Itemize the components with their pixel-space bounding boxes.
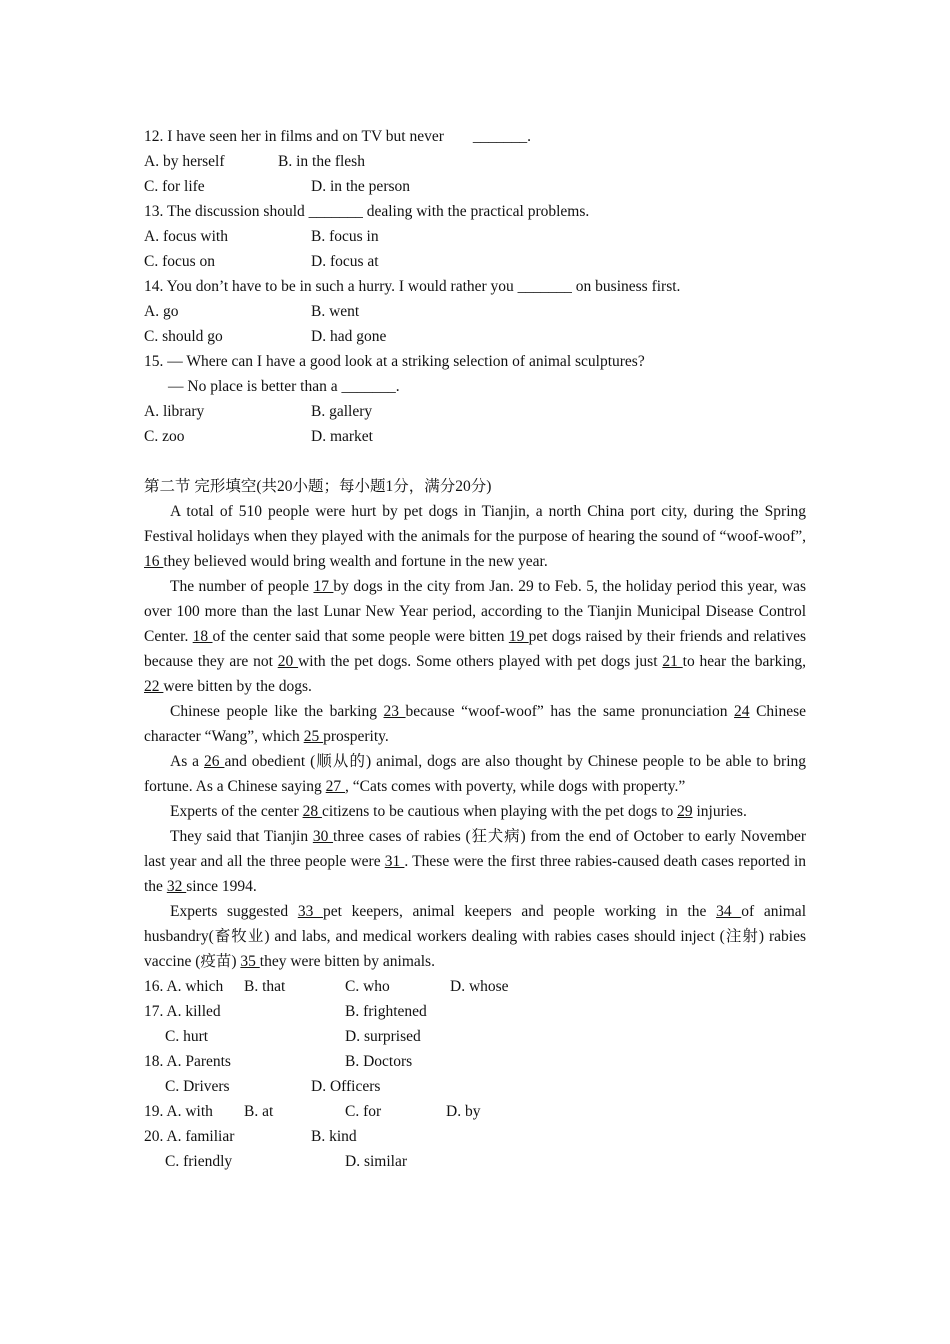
option-d: D. had gone: [311, 328, 387, 345]
passage-text: pet keepers, animal keepers and people working in the: [323, 903, 717, 920]
option-b: B. Doctors: [345, 1053, 413, 1070]
passage-text: of the center said that some people were bitten: [212, 628, 509, 645]
blank-23: 23: [383, 703, 406, 720]
option-d: D. Officers: [311, 1078, 381, 1095]
option-c: C. should go: [144, 328, 223, 345]
question-19-options: [144, 1099, 806, 1124]
passage-text: , “Cats comes with poverty, while dogs with property.”: [345, 778, 686, 795]
blank-18: 18: [192, 628, 213, 645]
passage-text: citizens to be cautious when playing with the pet dogs to: [321, 803, 678, 820]
blank-17: 17: [313, 578, 334, 595]
option-b: B. that: [244, 978, 286, 995]
option-c: C. friendly: [165, 1153, 233, 1170]
question-12-options-ab: [144, 149, 806, 174]
passage-text: they were bitten by animals.: [259, 953, 435, 970]
question-17-options-ab: [144, 999, 806, 1024]
blank-27: 27: [325, 778, 346, 795]
passage-paragraph-2: [144, 574, 806, 699]
section-title: 第二节 完形填空(共20小题；每小题1分，满分20分): [144, 478, 492, 495]
passage-text: They said that Tianjin: [170, 828, 313, 845]
question-15-reply: [144, 374, 806, 399]
passage-text: by dogs in the city from Jan. 29 to Feb. 5, the holiday period this year, was over 100 more than the last Lunar New Year period, according to the Tianjin Municipal Disease Control Center.: [144, 578, 806, 645]
question-15-options-ab: [144, 399, 806, 424]
question-stem: 14. You don’t have to be in such a hurry. I would rather you _______ on business first.: [144, 278, 681, 295]
option-d: D. surprised: [345, 1028, 421, 1045]
blank-28: 28: [302, 803, 322, 820]
passage-text: three cases of rabies (狂犬病) from the end of October to early November last year and all the three people were: [144, 828, 807, 870]
passage-text: with the pet dogs. Some others played with pet dogs just: [298, 653, 663, 670]
question-18-options-cd: [144, 1074, 806, 1099]
question-stem: 15. — Where can I have a good look at a striking selection of animal sculptures?: [144, 353, 645, 370]
question-15-stem: [144, 349, 806, 374]
option-a: 16. A. which: [144, 978, 224, 995]
option-d: D. market: [311, 428, 373, 445]
passage-paragraph-5: [144, 799, 806, 824]
passage-text: prosperity.: [323, 728, 389, 745]
option-c: C. Drivers: [165, 1078, 230, 1095]
blank-24: 24: [734, 703, 750, 720]
passage-paragraph-4: [144, 749, 806, 799]
option-d: D. in the person: [311, 178, 411, 195]
option-b: B. gallery: [311, 403, 373, 420]
passage-text: they believed would bring wealth and fortune in the new year.: [163, 553, 548, 570]
blank-16: 16: [144, 553, 164, 570]
question-14-stem: [144, 274, 806, 299]
passage-paragraph-1: [144, 499, 806, 574]
option-a: A. focus with: [144, 228, 228, 245]
blank-34: 34: [716, 903, 742, 920]
option-c: C. zoo: [144, 428, 185, 445]
blank-21: 21: [662, 653, 683, 670]
blank-22: 22: [144, 678, 164, 695]
option-b: B. focus in: [311, 228, 379, 245]
passage-text: pet dogs raised by their friends and relatives because they are not: [144, 628, 806, 670]
passage-text: of animal husbandry(畜牧业) and labs, and medical workers dealing with rabies cases should inject (注射) rabies vaccine (疫苗): [144, 903, 806, 970]
option-a: 19. A. with: [144, 1103, 213, 1120]
passage-paragraph-7: [144, 899, 806, 974]
option-b: B. went: [311, 303, 360, 320]
blank-20: 20: [277, 653, 299, 670]
option-b: B. in the flesh: [278, 153, 365, 170]
blank-25: 25: [303, 728, 324, 745]
option-c: C. for: [345, 1103, 382, 1120]
blank-35: 35: [240, 953, 260, 970]
option-d: D. focus at: [311, 253, 379, 270]
passage-text: and obedient (顺从的) animal, dogs are also thought by Chinese people to be able to bring fortune. As a Chinese saying: [144, 753, 807, 795]
passage-paragraph-3: [144, 699, 806, 749]
option-b: B. at: [244, 1103, 274, 1120]
option-a: A. by herself: [144, 153, 225, 170]
passage-text: Experts suggested: [170, 903, 298, 920]
blank-31: 31: [384, 853, 405, 870]
option-a: A. library: [144, 403, 205, 420]
blank-29: 29: [677, 803, 693, 820]
option-a: A. go: [144, 303, 179, 320]
blank-30: 30: [312, 828, 334, 845]
passage-text: Chinese character “Wang”, which: [144, 703, 807, 745]
passage-text: because “woof-woof” has the same pronunciation: [405, 703, 735, 720]
option-b: B. kind: [311, 1128, 357, 1145]
passage-text: Experts of the center: [170, 803, 303, 820]
answer-blank: _______.: [472, 128, 532, 145]
blank-19: 19: [508, 628, 529, 645]
passage-text: to hear the barking,: [682, 653, 807, 670]
option-a: 20. A. familiar: [144, 1128, 235, 1145]
question-15-options-cd: [144, 424, 806, 449]
option-d: D. whose: [450, 978, 509, 995]
exam-page: [144, 124, 806, 1174]
passage-text: A total of 510 people were hurt by pet dogs in Tianjin, a north China port city, during the Spring Festival holidays when they played with the animals for the purpose of hearing the sound of “woof-woof”,: [144, 503, 806, 545]
question-13-options-ab: [144, 224, 806, 249]
option-c: C. hurt: [165, 1028, 209, 1045]
question-20-options-ab: [144, 1124, 806, 1149]
passage-text: were bitten by the dogs.: [163, 678, 312, 695]
blank-32: 32: [166, 878, 187, 895]
option-d: D. by: [446, 1103, 481, 1120]
option-c: C. focus on: [144, 253, 216, 270]
question-14-options-ab: [144, 299, 806, 324]
dialogue-reply: — No place is better than a _______.: [168, 378, 400, 395]
question-18-options-ab: [144, 1049, 806, 1074]
question-12-stem: [144, 124, 806, 149]
question-12-options-cd: [144, 174, 806, 199]
question-17-options-cd: [144, 1024, 806, 1049]
option-a: 17. A. killed: [144, 1003, 221, 1020]
passage-text: injuries.: [692, 803, 747, 820]
question-stem: 12. I have seen her in films and on TV but never: [144, 128, 444, 145]
question-stem: 13. The discussion should _______ dealing with the practical problems.: [144, 203, 590, 220]
question-13-options-cd: [144, 249, 806, 274]
question-14-options-cd: [144, 324, 806, 349]
passage-text: . These were the first three rabies-caused death cases reported in the: [144, 853, 806, 895]
passage-paragraph-6: [144, 824, 806, 899]
option-d: D. similar: [345, 1153, 407, 1170]
option-a: 18. A. Parents: [144, 1053, 231, 1070]
passage-text: since 1994.: [186, 878, 257, 895]
question-20-options-cd: [144, 1149, 806, 1174]
question-13-stem: [144, 199, 806, 224]
blank-26: 26: [204, 753, 225, 770]
option-c: C. for life: [144, 178, 205, 195]
option-c: C. who: [345, 978, 390, 995]
question-16-options: [144, 974, 806, 999]
option-b: B. frightened: [345, 1003, 427, 1020]
blank-33: 33: [297, 903, 323, 920]
passage-text: The number of people: [170, 578, 314, 595]
passage-text: As a: [170, 753, 204, 770]
passage-text: Chinese people like the barking: [170, 703, 384, 720]
